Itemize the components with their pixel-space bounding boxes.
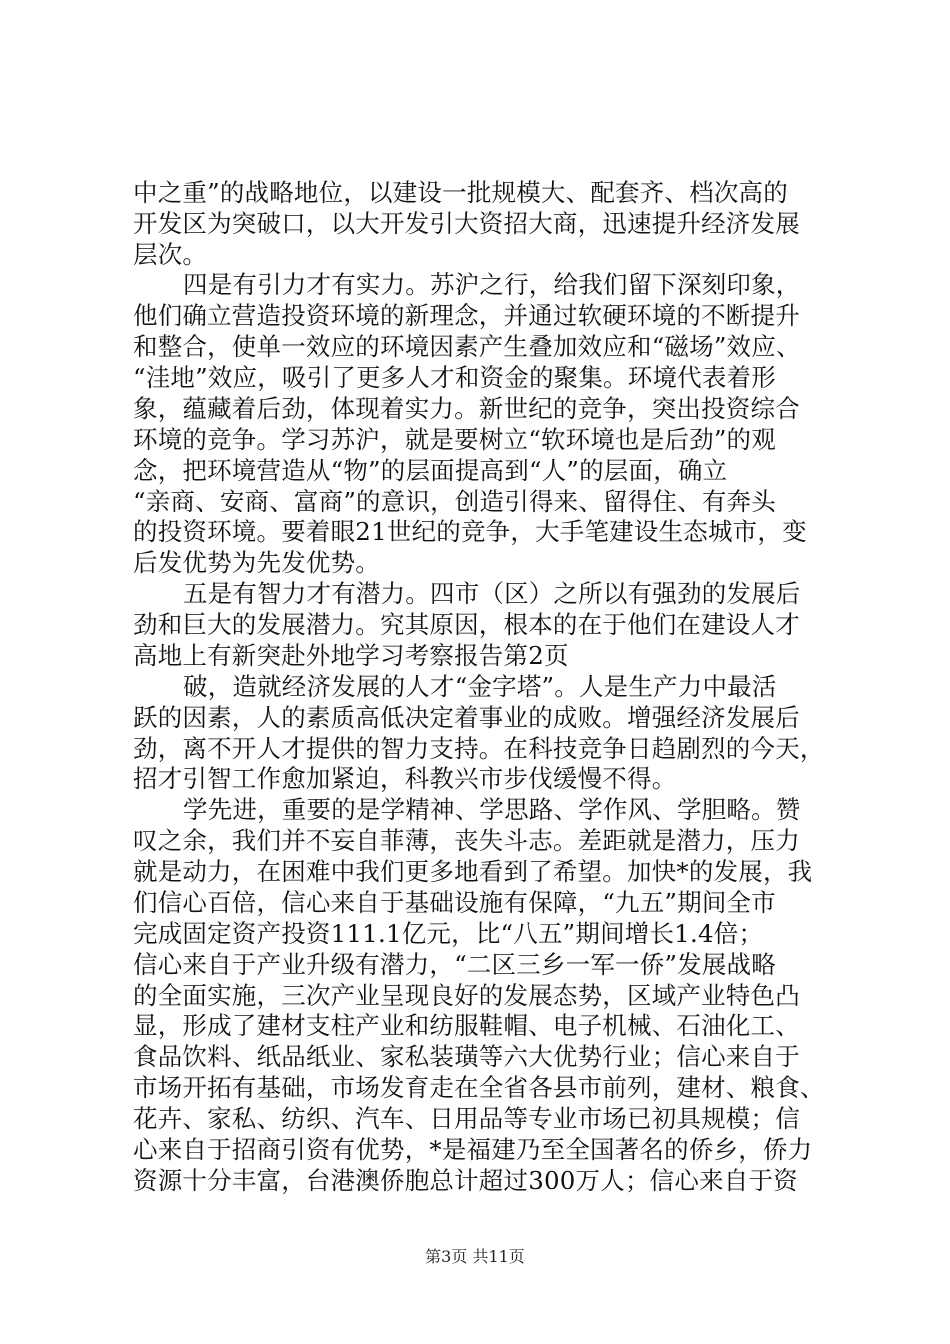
body-text-line: 层次。 [133,240,208,269]
body-text-line: 环境的竞争。学习苏沪，就是要树立“软环境也是后劲”的观 [133,425,776,454]
body-text-line: 开发区为突破口，以大开发引大资招大商，迅速提升经济发展 [133,209,800,238]
body-text-line: 信心来自于产业升级有潜力，“二区三乡一军一侨”发展战略 [133,950,776,979]
body-text-line: 念，把环境营造从“物”的层面提高到“人”的层面，确立 [133,456,728,485]
body-text-line: 的投资环境。要着眼21世纪的竞争，大手笔建设生态城市，变 [133,517,807,546]
body-text-line: 花卉、家私、纺织、汽车、日用品等专业市场已初具规模；信 [133,1104,800,1133]
body-text-line: 市场开拓有基础，市场发育走在全省各县市前列，建材、粮食、 [133,1073,825,1102]
body-text-line: 心来自于招商引资有优势，*是福建乃至全国著名的侨乡，侨力 [133,1135,813,1164]
body-text-line: 他们确立营造投资环境的新理念，并通过软硬环境的不断提升 [133,301,800,330]
body-text-line: “亲商、安商、富商”的意识，创造引得来、留得住、有奔头 [133,487,776,516]
body-text-line: 劲，离不开人才提供的智力支持。在科技竞争日趋剧烈的今天， [133,734,825,763]
body-text-line: 劲和巨大的发展潜力。究其原因，根本的在于他们在建设人才 [133,610,800,639]
body-text-line: 象，蕴藏着后劲，体现着实力。新世纪的竞争，突出投资综合 [133,394,800,423]
body-text-line: 们信心百倍，信心来自于基础设施有保障，“九五”期间全市 [133,888,776,917]
body-text-line: 叹之余，我们并不妄自菲薄，丧失斗志。差距就是潜力，压力 [133,826,800,855]
body-text-line: “洼地”效应，吸引了更多人才和资金的聚集。环境代表着形 [133,363,776,392]
body-text-line: 资源十分丰富，台港澳侨胞总计超过300万人；信心来自于资 [133,1166,798,1195]
page-number-footer: 第3页 共11页 [425,1247,525,1266]
body-text-line: 中之重”的战略地位，以建设一批规模大、配套齐、档次高的 [133,178,788,207]
body-text-line: 显，形成了建材支柱产业和纺服鞋帽、电子机械、石油化工、 [133,1011,800,1040]
body-text-line: 四是有引力才有实力。苏沪之行，给我们留下深刻印象， [183,270,801,299]
body-text-line: 后发优势为先发优势。 [133,548,380,577]
body-text-line: 就是动力，在困难中我们更多地看到了希望。加快*的发展，我 [133,857,813,886]
body-text-line: 跃的因素，人的素质高低决定着事业的成败。增强经济发展后 [133,703,800,732]
body-text-line: 五是有智力才有潜力。四市（区）之所以有强劲的发展后 [183,579,801,608]
body-text-line: 学先进，重要的是学精神、学思路、学作风、学胆略。赞 [183,795,801,824]
body-text-line: 食品饮料、纸品纸业、家私装璜等六大优势行业；信心来自于 [133,1042,800,1071]
body-text-line: 破，造就经济发展的人才“金字塔”。人是生产力中最活 [183,672,777,701]
body-text-line: 的全面实施，三次产业呈现良好的发展态势，区域产业特色凸 [133,981,800,1010]
body-text-line: 高地上有新突赴外地学习考察报告第2页 [133,641,569,670]
body-text-line: 完成固定资产投资111.1亿元，比“八五”期间增长1.4倍； [133,919,764,948]
body-text-line: 招才引智工作愈加紧迫，科教兴市步伐缓慢不得。 [133,764,677,793]
body-text-line: 和整合，使单一效应的环境因素产生叠加效应和“磁场”效应、 [133,332,801,361]
